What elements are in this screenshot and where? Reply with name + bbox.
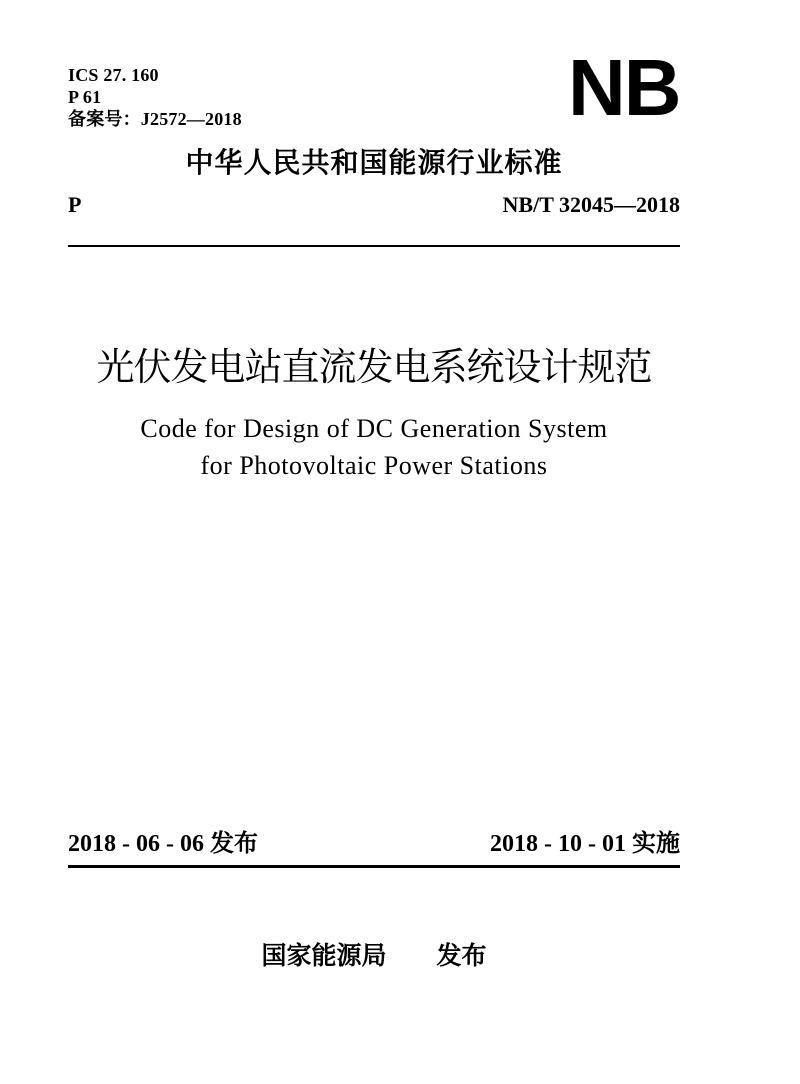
standard-code-line	[68, 192, 680, 218]
nb-logo: NB	[568, 43, 680, 132]
document-class-letter: P	[68, 192, 82, 217]
issue-date: 2018 - 06 - 06 发布	[68, 831, 258, 857]
publish-label: 发布	[436, 942, 487, 970]
header-rule	[68, 245, 680, 247]
document-meta-block	[68, 64, 242, 130]
implementation-date: 2018 - 10 - 01 实施	[490, 831, 680, 857]
subtitle-english	[68, 410, 680, 484]
footer-rule	[68, 865, 680, 868]
subtitle-english-line2: for Photovoltaic Power Stations	[200, 451, 548, 480]
classification-code: P 61	[68, 87, 102, 107]
main-title-chinese: 光伏发电站直流发电系统设计规范	[96, 347, 652, 389]
subtitle-english-line1: Code for Design of DC Generation System	[140, 414, 608, 443]
dates-line	[68, 829, 680, 859]
standard-category-title: 中华人民共和国能源行业标准	[185, 147, 563, 178]
ics-code: ICS 27. 160	[68, 65, 159, 85]
standard-number: NB/T 32045—2018	[502, 192, 680, 217]
publisher-line	[68, 940, 680, 972]
publisher-name: 国家能源局	[261, 942, 387, 970]
record-number: 备案号：J2572—2018	[68, 109, 242, 129]
